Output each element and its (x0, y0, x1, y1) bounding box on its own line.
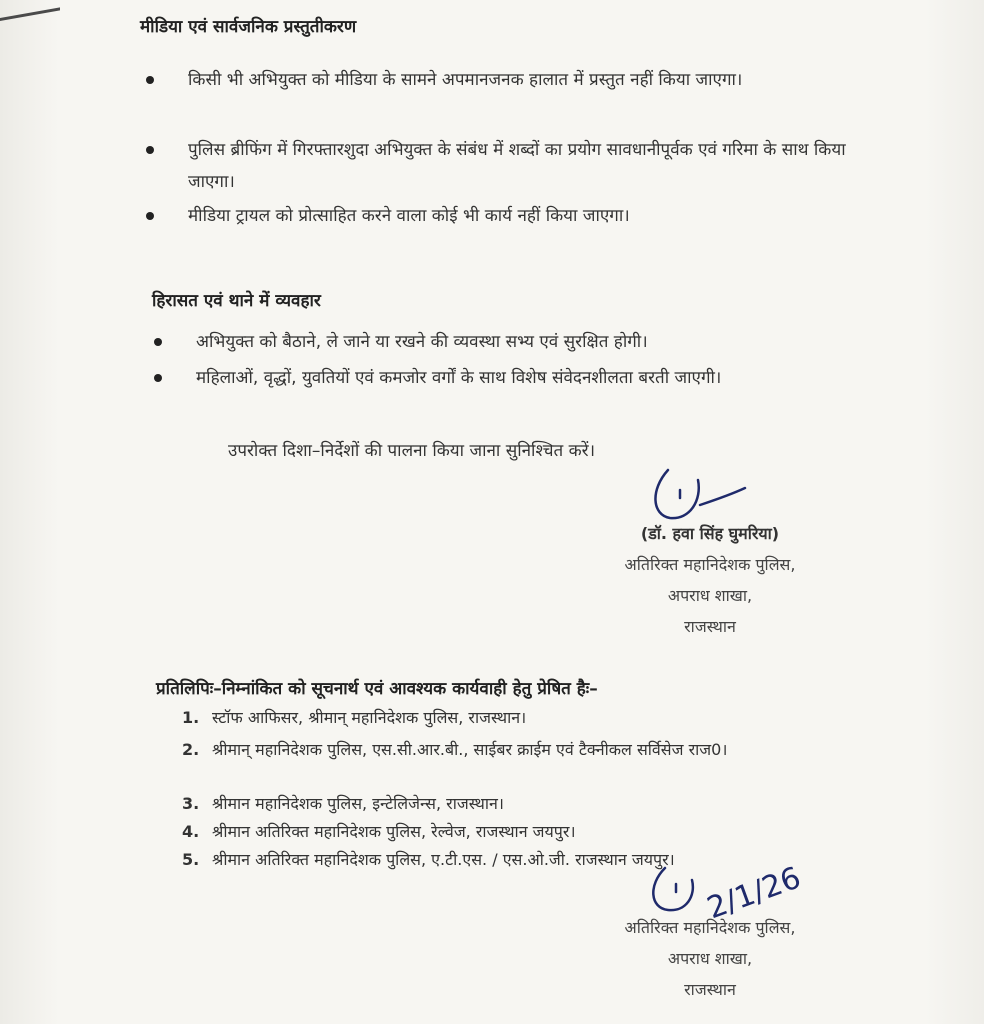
list-item: किसी भी अभियुक्त को मीडिया के सामने अपमानजनक हालात में प्रस्तुत नहीं किया जाएगा। (188, 64, 848, 96)
signature-block (560, 912, 860, 1005)
list-item: 2. श्रीमान् महानिदेशक पुलिस, एस.सी.आर.बी., साईबर क्राईम एवं टैक्नीकल सर्विसेज राज0। (212, 736, 852, 764)
section-heading-custody: हिरासत एवं थाने में व्यवहार (152, 291, 321, 311)
list-item: महिलाओं, वृद्धों, युवतियों एवं कमजोर वर्गों के साथ विशेष संवेदनशीलता बरती जाएगी। (196, 362, 846, 394)
list-item: 1. स्टॉफ आफिसर, श्रीमान् महानिदेशक पुलिस, राजस्थान। (212, 704, 832, 732)
handwritten-date: 2/1/26 (702, 860, 806, 927)
section-heading-media: मीडिया एवं सार्वजनिक प्रस्तुतीकरण (140, 17, 357, 37)
bullet-icon (146, 212, 154, 220)
signatory-name: (डॉ. हवा सिंह घुमरिया) (640, 524, 780, 543)
list-item: मीडिया ट्रायल को प्रोत्साहित करने वाला कोई भी कार्य नहीं किया जाएगा। (188, 200, 848, 232)
list-item: पुलिस ब्रीफिंग में गिरफ्तारशुदा अभियुक्त के संबंध में शब्दों का प्रयोग सावधानीपूर्वक एवं गरिमा के साथ किया जाएगा। (188, 134, 848, 198)
item-number: 2. (182, 740, 200, 759)
instruction-text: उपरोक्त दिशा–निर्देशों की पालना किया जाना सुनिश्चित करें। (228, 441, 596, 461)
signatory-designation: अतिरिक्त महानिदेशक पुलिस, (624, 918, 796, 937)
list-item: 4. श्रीमान अतिरिक्त महानिदेशक पुलिस, रेल्वेज, राजस्थान जयपुर। (212, 818, 832, 846)
item-number: 4. (182, 822, 200, 841)
list-item: अभियुक्त को बैठाने, ले जाने या रखने की व्यवस्था सभ्य एवं सुरक्षित होगी। (196, 326, 846, 358)
signatory-branch: अपराध शाखा, (667, 586, 753, 605)
copy-heading: प्रतिलिपिः–निम्नांकित को सूचनार्थ एवं आवश्यक कार्यवाही हेतु प्रेषित हैः– (156, 679, 598, 699)
list-item: 3. श्रीमान महानिदेशक पुलिस, इन्टेलिजेन्स, राजस्थान। (212, 790, 832, 818)
signatory-state: राजस्थान (684, 617, 736, 636)
signatory-designation: अतिरिक्त महानिदेशक पुलिस, (624, 555, 796, 574)
signatory-branch: अपराध शाखा, (667, 949, 753, 968)
bullet-icon (146, 76, 154, 84)
signatory-state: राजस्थान (684, 980, 736, 999)
signature-block (560, 518, 860, 642)
bullet-icon (154, 338, 162, 346)
bullet-icon (146, 146, 154, 154)
page-corner-fold (0, 0, 60, 21)
item-number: 3. (182, 794, 200, 813)
item-number: 1. (182, 708, 200, 727)
list-item: 5. श्रीमान अतिरिक्त महानिदेशक पुलिस, ए.टी.एस. / एस.ओ.जी. राजस्थान जयपुर। (212, 846, 832, 874)
bullet-icon (154, 374, 162, 382)
item-number: 5. (182, 850, 200, 869)
